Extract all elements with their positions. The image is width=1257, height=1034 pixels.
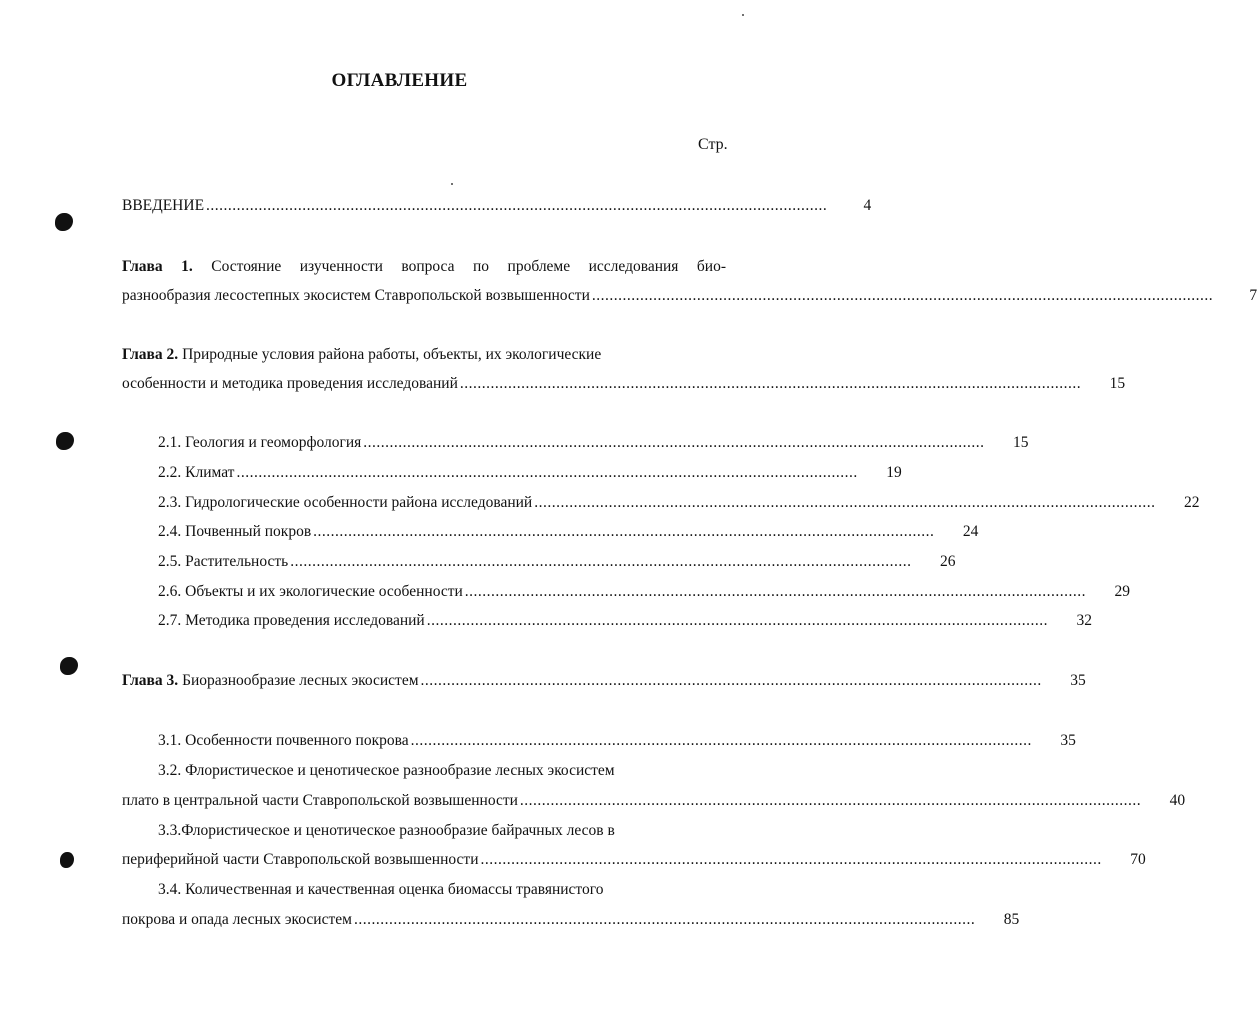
dot-leader: .............................................................................................................................................. <box>534 494 1156 511</box>
toc-entry-text: покрова и опада лесных экосистем <box>122 911 352 928</box>
dot-leader: .............................................................................................................................................. <box>353 911 976 928</box>
toc-page-number: 35 <box>1060 732 1076 749</box>
toc-page-number: 40 <box>1169 792 1186 809</box>
toc-entry-text: 3.3.Флористическое и ценотическое разнообразие байрачных лесов в <box>158 822 615 839</box>
toc-entry-section-2-4[interactable] <box>158 522 979 542</box>
page-column-header: Стр. <box>698 136 728 153</box>
toc-entry-section-3-3-line1[interactable] <box>158 821 726 841</box>
dot-leader: .............................................................................................................................................. <box>313 523 935 540</box>
toc-entry-text: особенности и методика проведения исследований <box>122 375 458 392</box>
toc-page-number: 19 <box>886 464 902 481</box>
toc-entry-chapter3[interactable] <box>122 671 1086 691</box>
toc-entry-text: 2.7. Методика проведения исследований <box>158 612 425 629</box>
dot-leader: .............................................................................................................................................. <box>459 375 1082 392</box>
toc-entry-text: Состояние изученности вопроса по проблеме исследования био- <box>211 258 726 275</box>
scan-blot-mark <box>60 657 78 675</box>
scan-blot-mark <box>55 213 73 231</box>
toc-entry-text: периферийной части Ставропольской возвышенности <box>122 851 479 868</box>
chapter-label: Глава 3. <box>122 672 179 689</box>
toc-entry-section-3-2-line1[interactable] <box>158 761 726 781</box>
toc-entry-text: 2.6. Объекты и их экологические особенности <box>158 583 463 600</box>
toc-page-number: 22 <box>1183 494 1200 511</box>
dot-leader: .............................................................................................................................................. <box>426 612 1048 629</box>
toc-entry-intro[interactable] <box>122 196 872 216</box>
toc-entry-text: разнообразия лесостепных экосистем Ставропольской возвышенности <box>122 287 590 304</box>
toc-entry-section-2-6[interactable] <box>158 582 1131 602</box>
toc-page-number: 15 <box>1013 434 1029 451</box>
toc-entry-text: плато в центральной части Ставропольской возвышенности <box>122 792 518 809</box>
toc-page-number: 85 <box>1003 911 1020 928</box>
toc-entry-section-3-3-line2[interactable] <box>122 850 1146 870</box>
toc-entry-chapter1-line1[interactable] <box>122 257 726 277</box>
dot-leader: .............................................................................................................................................. <box>420 672 1042 689</box>
toc-entry-text-wrap <box>122 671 419 691</box>
toc-entry-text: 2.1. Геология и геоморфология <box>158 434 362 451</box>
toc-page-number: 4 <box>863 197 872 214</box>
dot-leader: .............................................................................................................................................. <box>206 197 828 214</box>
toc-entry-text: 3.2. Флористическое и ценотическое разнообразие лесных экосистем <box>158 762 615 779</box>
chapter-label: Глава 2. <box>122 346 179 363</box>
chapter-label: Глава 1. <box>122 258 193 275</box>
dot-leader: .............................................................................................................................................. <box>236 464 858 481</box>
toc-page-number: 26 <box>939 553 956 570</box>
toc-entry-text: ВВЕДЕНИЕ <box>122 197 205 214</box>
toc-entry-section-2-3[interactable] <box>158 493 1200 513</box>
toc-entry-section-2-7[interactable] <box>158 611 1092 631</box>
toc-entry-text: 2.4. Почвенный покров <box>158 523 312 540</box>
toc-entry-section-3-2-line2[interactable] <box>122 791 1186 811</box>
toc-entry-section-2-2[interactable] <box>158 463 902 483</box>
page-title: ОГЛАВЛЕНИЕ <box>331 70 468 91</box>
toc-entry-section-2-5[interactable] <box>158 552 956 572</box>
toc-page-number: 32 <box>1076 612 1092 629</box>
toc-entry-text: 2.5. Растительность <box>158 553 289 570</box>
toc-page-number: 29 <box>1114 583 1131 600</box>
dot-leader: .............................................................................................................................................. <box>363 434 985 451</box>
toc-entry-chapter2-line1[interactable] <box>122 345 726 365</box>
dot-leader: .............................................................................................................................................. <box>480 851 1102 868</box>
scan-speck <box>742 14 744 16</box>
toc-entry-chapter2-line2[interactable] <box>122 374 1126 394</box>
toc-page-number: 15 <box>1109 375 1126 392</box>
toc-entry-section-3-4-line1[interactable] <box>158 880 726 900</box>
toc-page-number: 70 <box>1130 851 1146 868</box>
toc-entry-text: Биоразнообразие лесных экосистем <box>182 672 419 689</box>
toc-entry-section-2-1[interactable] <box>158 433 1029 453</box>
toc-page-number: 35 <box>1070 672 1086 689</box>
dot-leader: .............................................................................................................................................. <box>290 553 912 570</box>
toc-entry-chapter1-line2[interactable] <box>122 286 1257 306</box>
toc-entry-text: 3.1. Особенности почвенного покрова <box>158 732 409 749</box>
dot-leader: .............................................................................................................................................. <box>519 792 1142 809</box>
toc-entry-text: 3.4. Количественная и качественная оценка биомассы травянистого <box>158 881 604 898</box>
scan-speck <box>451 183 453 185</box>
dot-leader: .............................................................................................................................................. <box>591 287 1214 304</box>
scan-blot-mark <box>60 852 74 868</box>
toc-page-number: 24 <box>962 523 979 540</box>
toc-entry-section-3-4-line2[interactable] <box>122 910 1020 930</box>
toc-entry-text: 2.3. Гидрологические особенности района исследований <box>158 494 533 511</box>
scan-blot-mark <box>56 432 74 450</box>
toc-page-number: 7 <box>1249 287 1257 304</box>
dot-leader: .............................................................................................................................................. <box>410 732 1032 749</box>
toc-entry-text: Природные условия района работы, объекты, их экологические <box>182 346 602 363</box>
toc-entry-text: 2.2. Климат <box>158 464 235 481</box>
toc-entry-section-3-1[interactable] <box>158 731 1076 751</box>
dot-leader: .............................................................................................................................................. <box>464 583 1087 600</box>
